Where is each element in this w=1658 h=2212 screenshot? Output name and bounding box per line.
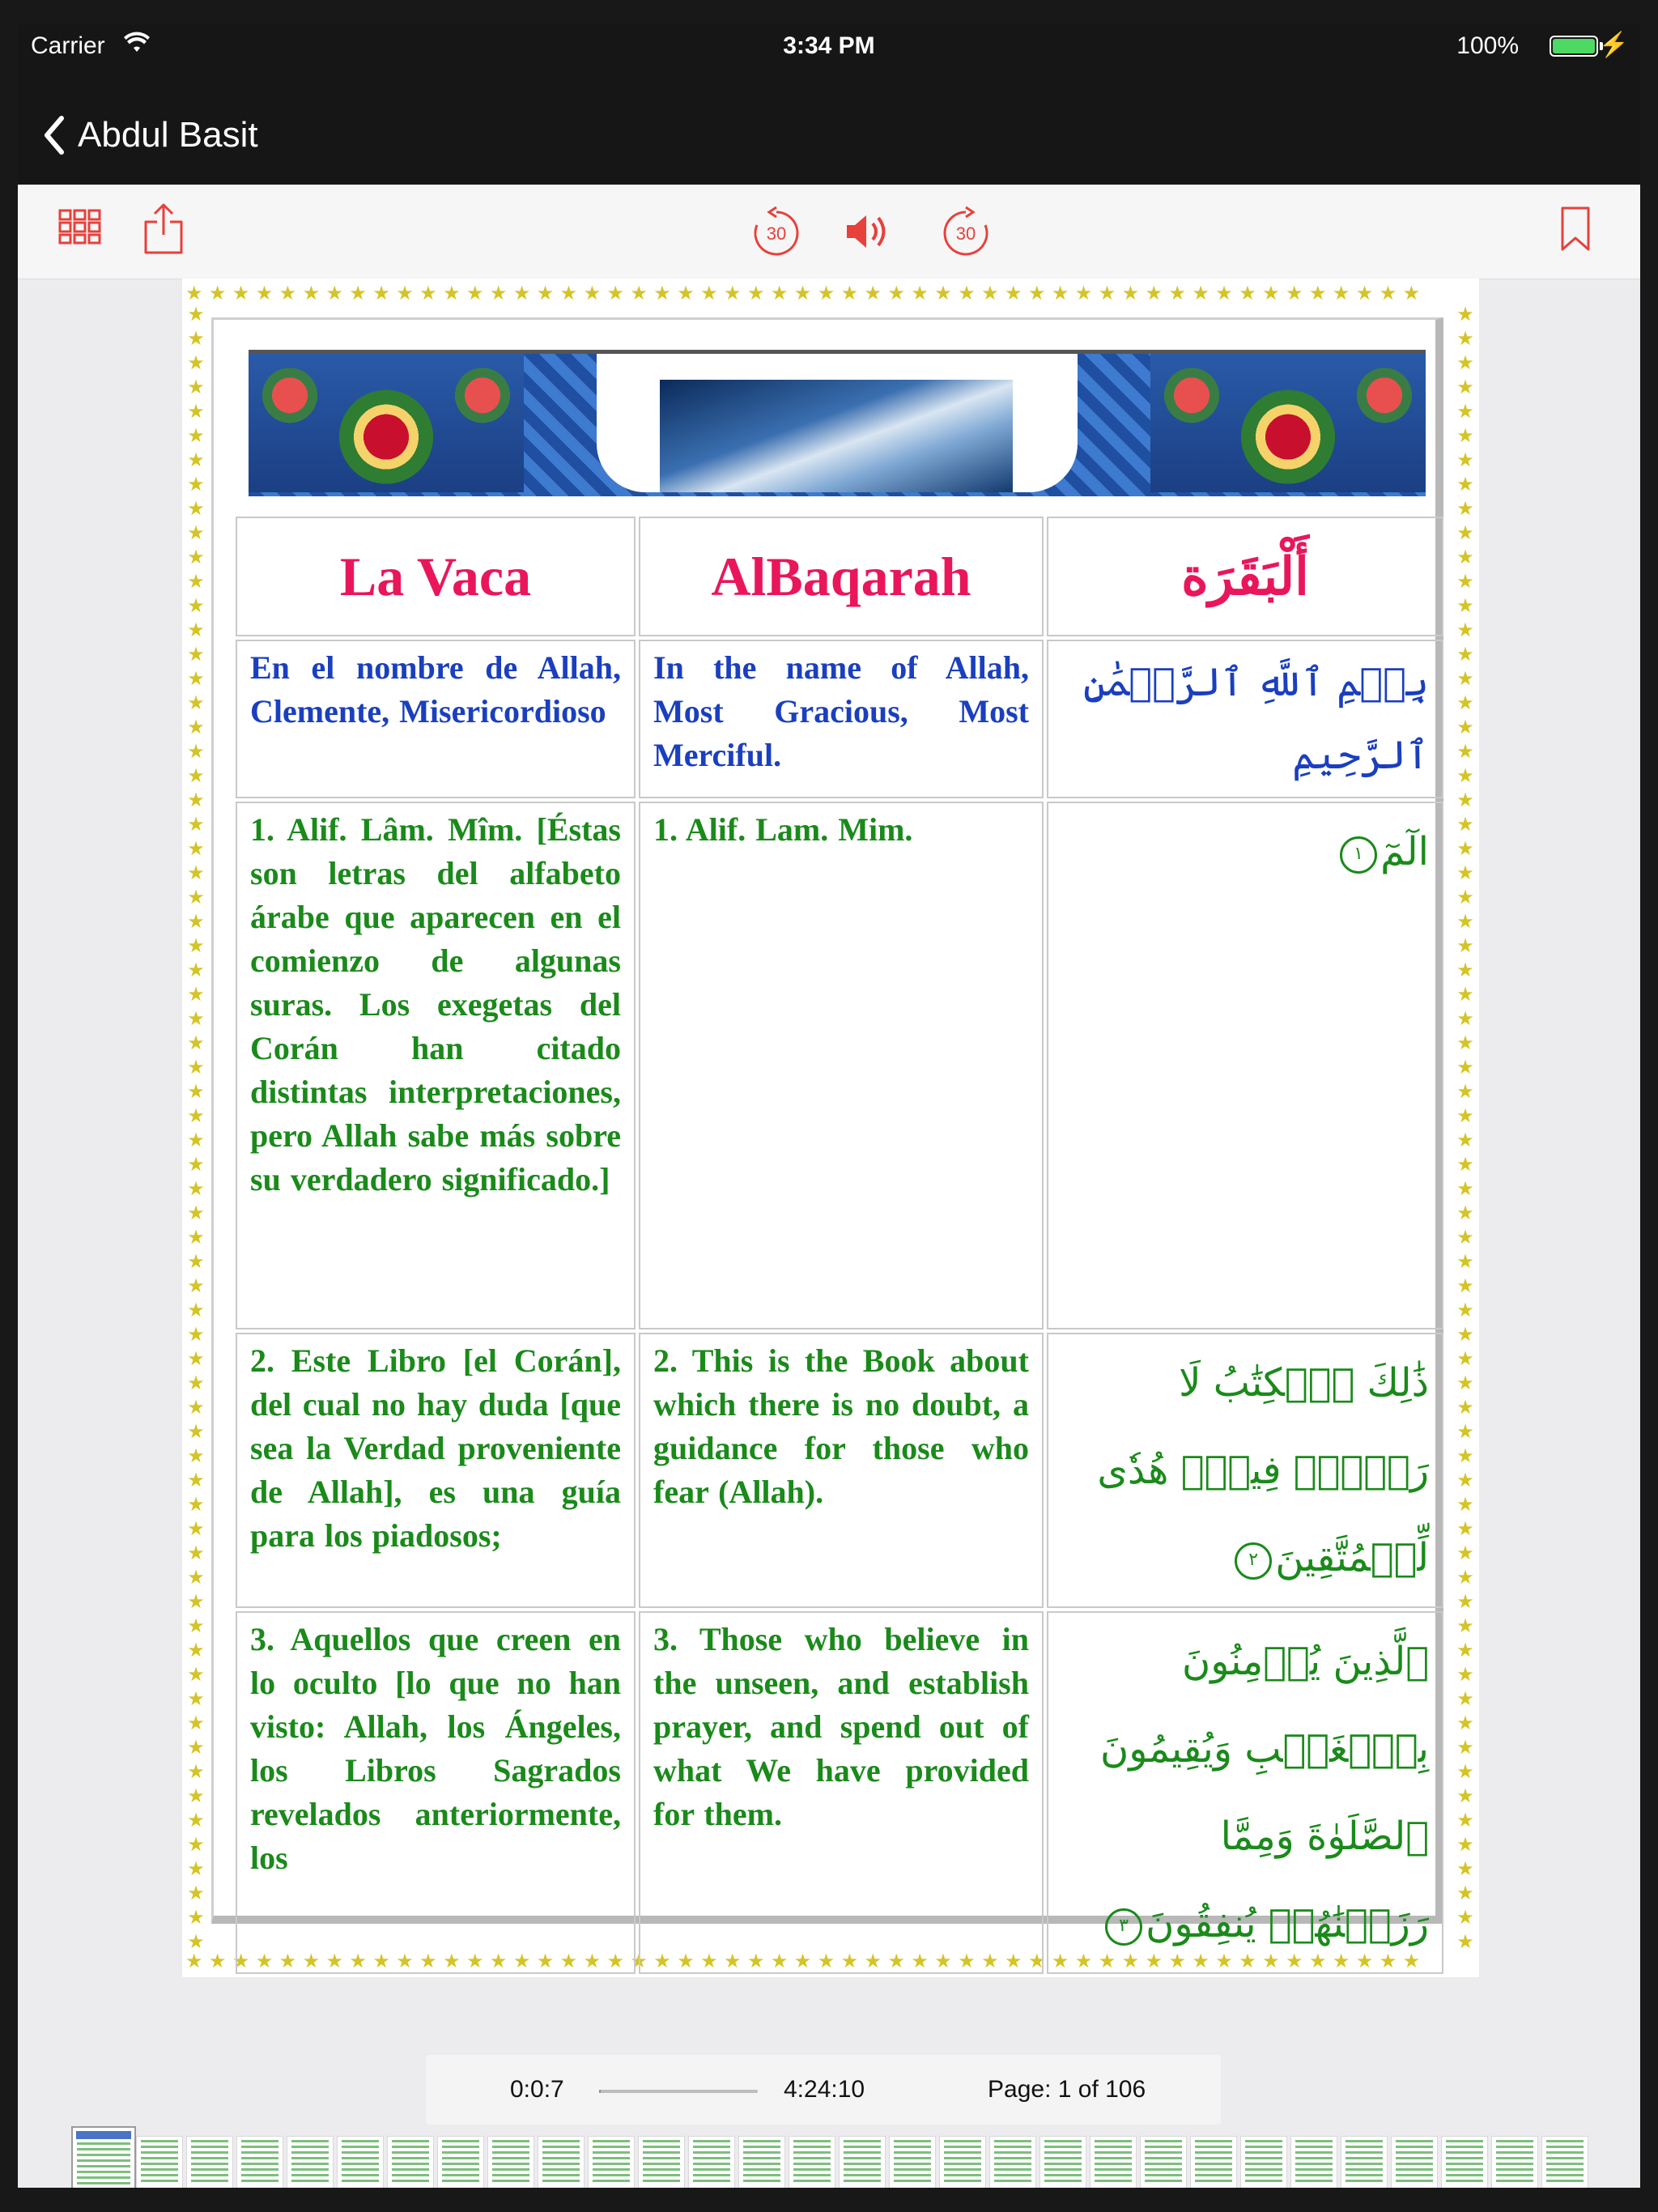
page-thumbnail[interactable] — [1140, 2136, 1187, 2188]
verse-1-arabic — [1047, 802, 1443, 1329]
banner-arch-top — [660, 354, 1013, 380]
page-thumbnail[interactable] — [1290, 2136, 1337, 2188]
banner-arch-left — [597, 354, 660, 492]
page-thumbnail[interactable] — [1190, 2136, 1237, 2188]
page-thumbnail[interactable] — [1240, 2136, 1287, 2188]
page-thumbnail[interactable] — [437, 2136, 484, 2188]
battery-icon — [1550, 36, 1598, 57]
status-bar — [18, 24, 1640, 68]
banner-arch-right — [1013, 354, 1078, 492]
ayah-number-1: ١ — [1340, 836, 1377, 874]
basmala-spanish: En el nombre de Allah, Clemente, Misericordioso — [236, 640, 636, 798]
playback-progress-slider[interactable] — [599, 2090, 758, 2093]
quran-page[interactable] — [182, 279, 1479, 1977]
star-border-bottom: ★★★★★★★★★★★★★★★★★★★★★★★★★★★★★★★★★★★★★★★★★★★★★★★★★★★★★ — [185, 1950, 1426, 1972]
verse-3-english: 3. Those who believe in the unseen, and establish prayer, and spend out of what We have provided for them. — [639, 1611, 1044, 1974]
title-english: AlBaqarah — [639, 517, 1044, 636]
page-thumbnail[interactable] — [1541, 2136, 1588, 2188]
verse-2-spanish: 2. Este Libro [el Corán], del cual no hay duda [que sea la Verdad proveniente de Allah], es una guía para los piadosos; — [236, 1333, 636, 1608]
chevron-left-icon — [42, 115, 66, 155]
page-thumbnail[interactable] — [1039, 2136, 1086, 2188]
page-thumbnail[interactable] — [688, 2136, 735, 2188]
page-thumbnail[interactable] — [538, 2136, 585, 2188]
reader-toolbar — [18, 185, 1640, 279]
svg-text:30: 30 — [955, 223, 976, 244]
page-thumbnail[interactable] — [989, 2136, 1036, 2188]
battery-percent: 100% — [1456, 32, 1519, 59]
title-row — [236, 517, 1443, 636]
total-duration: 4:24:10 — [784, 2076, 865, 2103]
title-spanish: La Vaca — [236, 517, 636, 636]
page-indicator: Page: 1 of 106 — [988, 2076, 1146, 2103]
page-thumbnail[interactable] — [186, 2136, 233, 2188]
clock: 3:34 PM — [783, 32, 875, 59]
ayah-number-3: ٣ — [1105, 1908, 1142, 1946]
page-thumbnail[interactable] — [738, 2136, 785, 2188]
verse-2-arabic-text: ذَٰلِكَ ٱلۡكِتَٰبُ لَا رَيۡبَۛ فِيهِۛ هُدٗى لِّلۡمُتَّقِينَ — [1097, 1360, 1429, 1580]
page-thumbnail[interactable] — [839, 2136, 886, 2188]
skip-forward-30-icon[interactable] — [939, 206, 993, 263]
playback-progress-fill — [599, 2090, 601, 2093]
app-screen — [18, 24, 1640, 2188]
open-book-image — [660, 380, 1013, 492]
star-border-left: ★ ★ ★ ★ ★ ★ ★ ★ ★ ★ ★ ★ ★ ★ ★ ★ ★ ★ ★ ★ ★ ★ ★ ★ ★ ★ ★ ★ ★ ★ ★ ★ ★ ★ ★ ★ ★ ★ ★ ★ ★ ★ ★ ★ ★ ★ ★ ★ ★ ★ ★ ★ ★ ★ ★ ★ ★ ★ ★ ★ ★ ★ ★ ★ ★ ★ ★ ★ — [187, 304, 205, 1953]
page-thumbnail[interactable] — [939, 2136, 986, 2188]
page-thumbnail[interactable] — [588, 2136, 635, 2188]
verse-1-english: 1. Alif. Lam. Mim. — [639, 802, 1044, 1329]
page-banner — [249, 350, 1426, 496]
carrier-label: Carrier — [31, 32, 105, 59]
page-thumbnail[interactable] — [789, 2136, 835, 2188]
page-thumbnail[interactable] — [136, 2136, 183, 2188]
ayah-number-2: ٢ — [1235, 1542, 1272, 1580]
verse-1-arabic-text: الٓمٓ — [1380, 829, 1429, 874]
back-button-label: Abdul Basit — [78, 115, 258, 155]
volume-icon[interactable] — [844, 209, 895, 258]
current-time: 0:0:7 — [510, 2076, 564, 2103]
page-thumbnail[interactable] — [387, 2136, 434, 2188]
verse-2-arabic — [1047, 1333, 1443, 1608]
star-border-top: ★★★★★★★★★★★★★★★★★★★★★★★★★★★★★★★★★★★★★★★★★★★★★★★★★★★★★ — [185, 283, 1426, 304]
page-thumbnail[interactable] — [1491, 2136, 1538, 2188]
share-icon[interactable] — [142, 202, 185, 260]
verse-table — [232, 513, 1447, 1977]
audio-player-bar — [426, 2055, 1221, 2125]
page-thumbnail[interactable] — [1090, 2136, 1137, 2188]
basmala-row — [236, 640, 1443, 798]
page-thumbnail[interactable] — [1391, 2136, 1438, 2188]
basmala-english: In the name of Allah, Most Gracious, Most Merciful. — [639, 640, 1044, 798]
skip-back-30-icon[interactable] — [750, 206, 803, 263]
verse-row — [236, 802, 1443, 1329]
page-thumbnail[interactable] — [236, 2136, 283, 2188]
banner-ornament-left — [249, 354, 524, 492]
bookmark-icon[interactable] — [1559, 206, 1592, 257]
page-thumbnail[interactable] — [638, 2136, 685, 2188]
charging-bolt-icon: ⚡ — [1598, 32, 1629, 58]
verse-3-spanish: 3. Aquellos que creen en lo oculto [lo que no han visto: Allah, los Ángeles, los Libros Sagrados revelados anteriormente, los — [236, 1611, 636, 1974]
page-thumbnail[interactable] — [337, 2136, 384, 2188]
page-thumbnail[interactable] — [71, 2126, 136, 2188]
page-thumbnail[interactable] — [1441, 2136, 1488, 2188]
page-thumbnail[interactable] — [1341, 2136, 1388, 2188]
banner-ornament-right — [1150, 354, 1426, 492]
verse-row — [236, 1333, 1443, 1608]
title-arabic: أَلْبَقَرَة — [1047, 517, 1443, 636]
page-thumbnail-strip — [18, 2125, 1640, 2188]
star-border-right: ★ ★ ★ ★ ★ ★ ★ ★ ★ ★ ★ ★ ★ ★ ★ ★ ★ ★ ★ ★ ★ ★ ★ ★ ★ ★ ★ ★ ★ ★ ★ ★ ★ ★ ★ ★ ★ ★ ★ ★ ★ ★ ★ ★ ★ ★ ★ ★ ★ ★ ★ ★ ★ ★ ★ ★ ★ ★ ★ ★ ★ ★ ★ ★ ★ ★ ★ ★ — [1456, 304, 1474, 1953]
verse-2-english: 2. This is the Book about which there is no doubt, a guidance for those who fear (Allah). — [639, 1333, 1044, 1608]
svg-text:30: 30 — [766, 223, 787, 244]
navigation-bar — [18, 68, 1640, 185]
basmala-arabic: بِسۡمِ ٱللَّهِ ٱلرَّحۡمَٰنِ ٱلرَّحِيمِ — [1047, 640, 1443, 798]
page-thumbnail[interactable] — [287, 2136, 334, 2188]
page-thumbnail[interactable] — [889, 2136, 936, 2188]
grid-icon[interactable] — [58, 209, 102, 249]
verse-3-arabic — [1047, 1611, 1443, 1974]
page-thumbnail[interactable] — [487, 2136, 534, 2188]
back-button[interactable] — [42, 115, 258, 155]
verse-3-arabic-text: ٱلَّذِينَ يُؤۡمِنُونَ بِٱلۡغَيۡبِ وَيُقِيمُونَ ٱلصَّلَوٰةَ وَمِمَّا رَزَقۡنَٰهُمۡ يُنفِقُونَ — [1099, 1639, 1429, 1946]
verse-row — [236, 1611, 1443, 1974]
verse-1-spanish: 1. Alif. Lâm. Mîm. [Éstas son letras del alfabeto árabe que aparecen en el comienzo de algunas suras. Los exegetas del Corán han citado distintas interpretaciones, pero Allah sabe más sobre su verdadero significado.] — [236, 802, 636, 1329]
